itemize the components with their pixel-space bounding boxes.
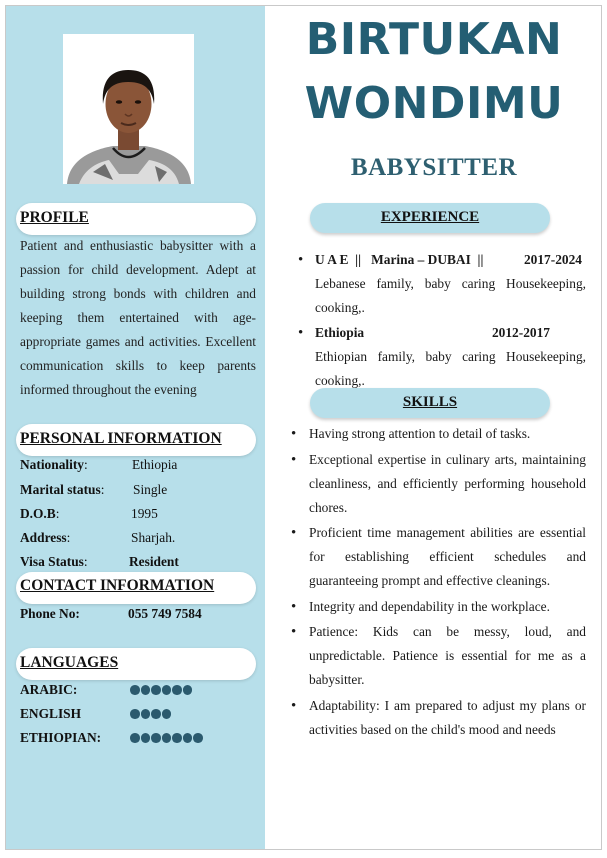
- skills-heading: [310, 388, 550, 418]
- rating-dot: [130, 733, 140, 743]
- experience-list: [298, 248, 586, 394]
- rating-dot: [151, 709, 161, 719]
- dob-value: 1995: [131, 506, 158, 521]
- language-ethiopian: ETHIOPIAN:: [20, 730, 102, 745]
- experience-period: 2012-2017: [491, 325, 550, 340]
- rating-dot: [130, 685, 140, 695]
- experience-heading-text: EXPERIENCE: [380, 209, 480, 225]
- experience-place: • U A E || Marina – DUBAI ||: [315, 252, 484, 267]
- skills-list: [291, 422, 586, 743]
- sidebar: [6, 6, 265, 849]
- rating-dot: [183, 685, 193, 695]
- resume-page: [5, 5, 602, 850]
- nationality-label: Nationality:: [20, 457, 88, 472]
- visa-status-label: Visa Status:: [20, 554, 88, 569]
- contact-info-heading-text: CONTACT INFORMATION: [20, 577, 215, 594]
- language-english-rating: [130, 709, 171, 719]
- nationality-value: Ethiopia: [132, 457, 178, 472]
- phone-value: 055 749 7584: [128, 606, 202, 621]
- address-label: Address:: [20, 530, 71, 545]
- language-arabic: ARABIC:: [20, 682, 78, 697]
- skill-item: • Proficient time management abilities are essential for establishing efficient schedules and guaranteeing prompt and effective cleanings.: [291, 521, 586, 593]
- job-title: BABYSITTER: [350, 154, 518, 181]
- language-arabic-rating: [130, 685, 192, 695]
- rating-dot: [162, 685, 172, 695]
- rating-dot: [172, 733, 182, 743]
- rating-dot: [141, 733, 151, 743]
- profile-photo: [63, 34, 194, 184]
- rating-dot: [183, 733, 193, 743]
- language-ethiopian-rating: [130, 733, 203, 743]
- language-english: ENGLISH: [20, 706, 82, 721]
- first-name: BIRTUKAN: [305, 14, 563, 65]
- rating-dot: [130, 709, 140, 719]
- personal-info-heading-text: PERSONAL INFORMATION: [20, 430, 222, 447]
- experience-period: 2017-2024: [523, 252, 582, 267]
- rating-dot: [162, 709, 172, 719]
- languages-heading: [16, 648, 256, 680]
- contact-info-heading: [16, 572, 256, 604]
- dob-label: D.O.B:: [20, 506, 60, 521]
- visa-status-value: Resident: [129, 554, 179, 569]
- skill-item: • Adaptability: I am prepared to adjust my plans or activities based on the child's mood and needs: [291, 694, 586, 742]
- experience-item: [298, 321, 586, 393]
- profile-summary: Patient and enthusiastic babysitter with a passion for child development. Adept at building strong bonds with children and keeping them entertained with age-appropriate games and activities. Excellent communication skills to keep parents informed throughout the evening: [20, 238, 256, 397]
- profile-heading: [16, 203, 256, 235]
- rating-dot: [141, 685, 151, 695]
- marital-status-label: Marital status:: [20, 482, 105, 497]
- profile-heading-text: PROFILE: [20, 209, 89, 226]
- skill-item: • Patience: Kids can be messy, loud, and unpredictable. Patience is essential for me as a babysitter.: [291, 620, 586, 692]
- experience-description: Ethiopian family, baby caring Housekeeping, cooking,.: [315, 349, 586, 388]
- marital-status-value: Single: [133, 482, 168, 497]
- languages-heading-text: LANGUAGES: [20, 654, 119, 671]
- skill-item: • Having strong attention to detail of tasks.: [291, 422, 586, 446]
- experience-item: [298, 248, 586, 320]
- last-name: WONDIMU: [304, 78, 564, 129]
- rating-dot: [151, 733, 161, 743]
- rating-dot: [151, 685, 161, 695]
- rating-dot: [162, 733, 172, 743]
- experience-heading: [310, 203, 550, 233]
- skill-item: • Exceptional expertise in culinary arts, maintaining cleanliness, and efficiently performing household chores.: [291, 448, 586, 520]
- experience-place: • Ethiopia: [315, 325, 365, 340]
- rating-dot: [172, 685, 182, 695]
- rating-dot: [193, 733, 203, 743]
- skill-item: • Integrity and dependability in the workplace.: [291, 595, 586, 619]
- phone-label: Phone No:: [20, 606, 80, 621]
- personal-info-heading: [16, 424, 256, 456]
- address-value: Sharjah.: [131, 530, 176, 545]
- rating-dot: [141, 709, 151, 719]
- skills-heading-text: SKILLS: [402, 394, 458, 410]
- experience-description: Lebanese family, baby caring Housekeeping, cooking,.: [315, 276, 586, 315]
